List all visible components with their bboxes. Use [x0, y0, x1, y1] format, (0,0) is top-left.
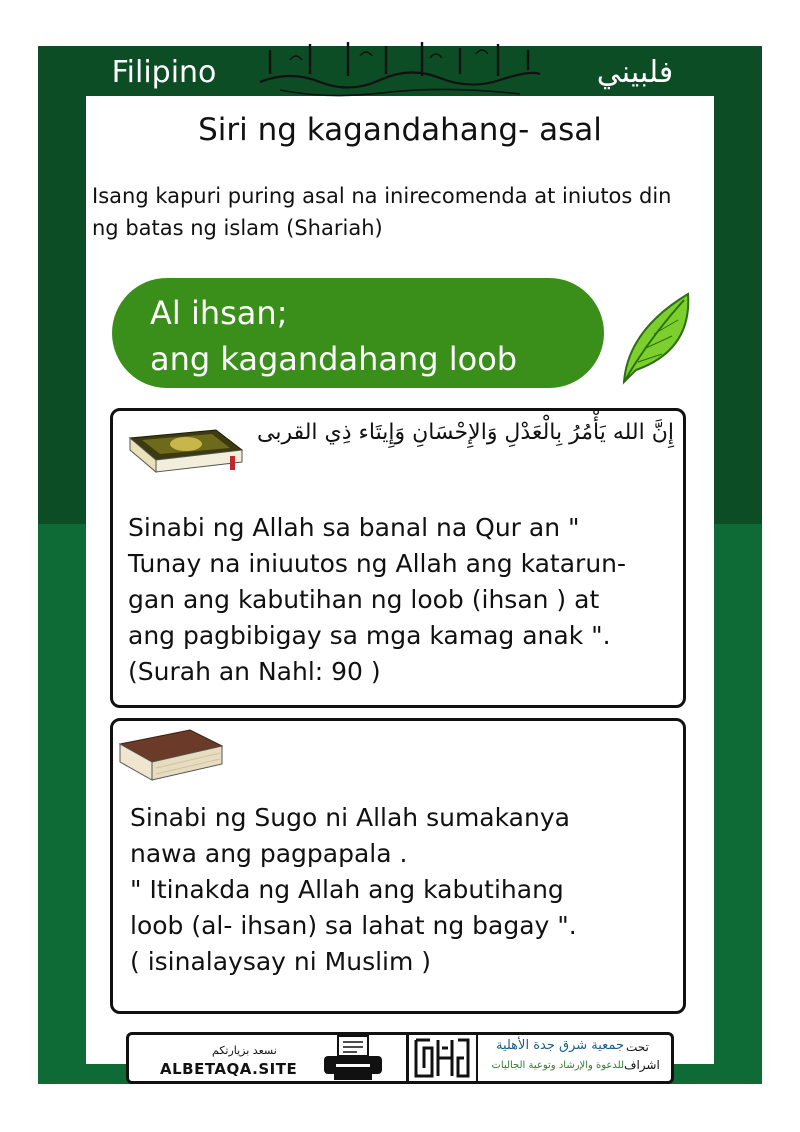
- quran-book-icon: [120, 424, 246, 480]
- topic-banner: [112, 278, 604, 388]
- printer-icon[interactable]: [322, 1034, 384, 1082]
- topic-line-2: ang kagandahang loob: [150, 340, 518, 378]
- page-title: Siri ng kagandahang- asal: [198, 112, 602, 148]
- language-label-filipino: Filipino: [86, 50, 242, 94]
- quran-card-text: Sinabi ng Allah sa banal na Qur an " Tunay na iniuutos ng Allah ang katarun- gan ang kabutihan ng loob (ihsan ) at ang pagbibigay sa mga kamag anak ". (Surah an Nahl: 90 ): [128, 513, 627, 686]
- hadith-book-icon: [116, 726, 226, 784]
- association-subtitle: للدعوة والإرشاد وتوعية الجاليات: [491, 1060, 624, 1071]
- basmala-calligraphy: [250, 30, 550, 102]
- footer-site-link[interactable]: ALBETAQA.SITE: [160, 1060, 298, 1078]
- association-name: جمعية شرق جدة الأهلية: [495, 1038, 624, 1053]
- footer-divider-2: [476, 1034, 478, 1082]
- kufic-logo: [412, 1036, 472, 1080]
- hadith-card-text: Sinabi ng Sugo ni Allah sumakanya nawa ang pagpapala . " Itinakda ng Allah ang kabutihang loob (al- ihsan) sa lahat ng bagay ". ( isinalaysay ni Muslim ): [130, 803, 577, 976]
- topic-line-1: Al ihsan;: [150, 294, 288, 332]
- footer-divider: [406, 1034, 409, 1082]
- under-label: تحت: [626, 1040, 649, 1054]
- leaf-icon: [618, 290, 694, 390]
- supervision-label: اشراف: [624, 1058, 660, 1072]
- language-label-arabic: فلبيني: [556, 50, 714, 94]
- footer-tagline: نسعد بزيارتكم: [212, 1044, 277, 1057]
- quran-verse-arabic: إِنَّ الله يَأْمُرُ بِالْعَدْلِ وَالإِحْسَانِ وَإِيتَاء ذِي القربى: [256, 420, 674, 445]
- intro-text: Isang kapuri puring asal na inirecomenda at iniutos din ng batas ng islam (Shariah): [92, 184, 672, 240]
